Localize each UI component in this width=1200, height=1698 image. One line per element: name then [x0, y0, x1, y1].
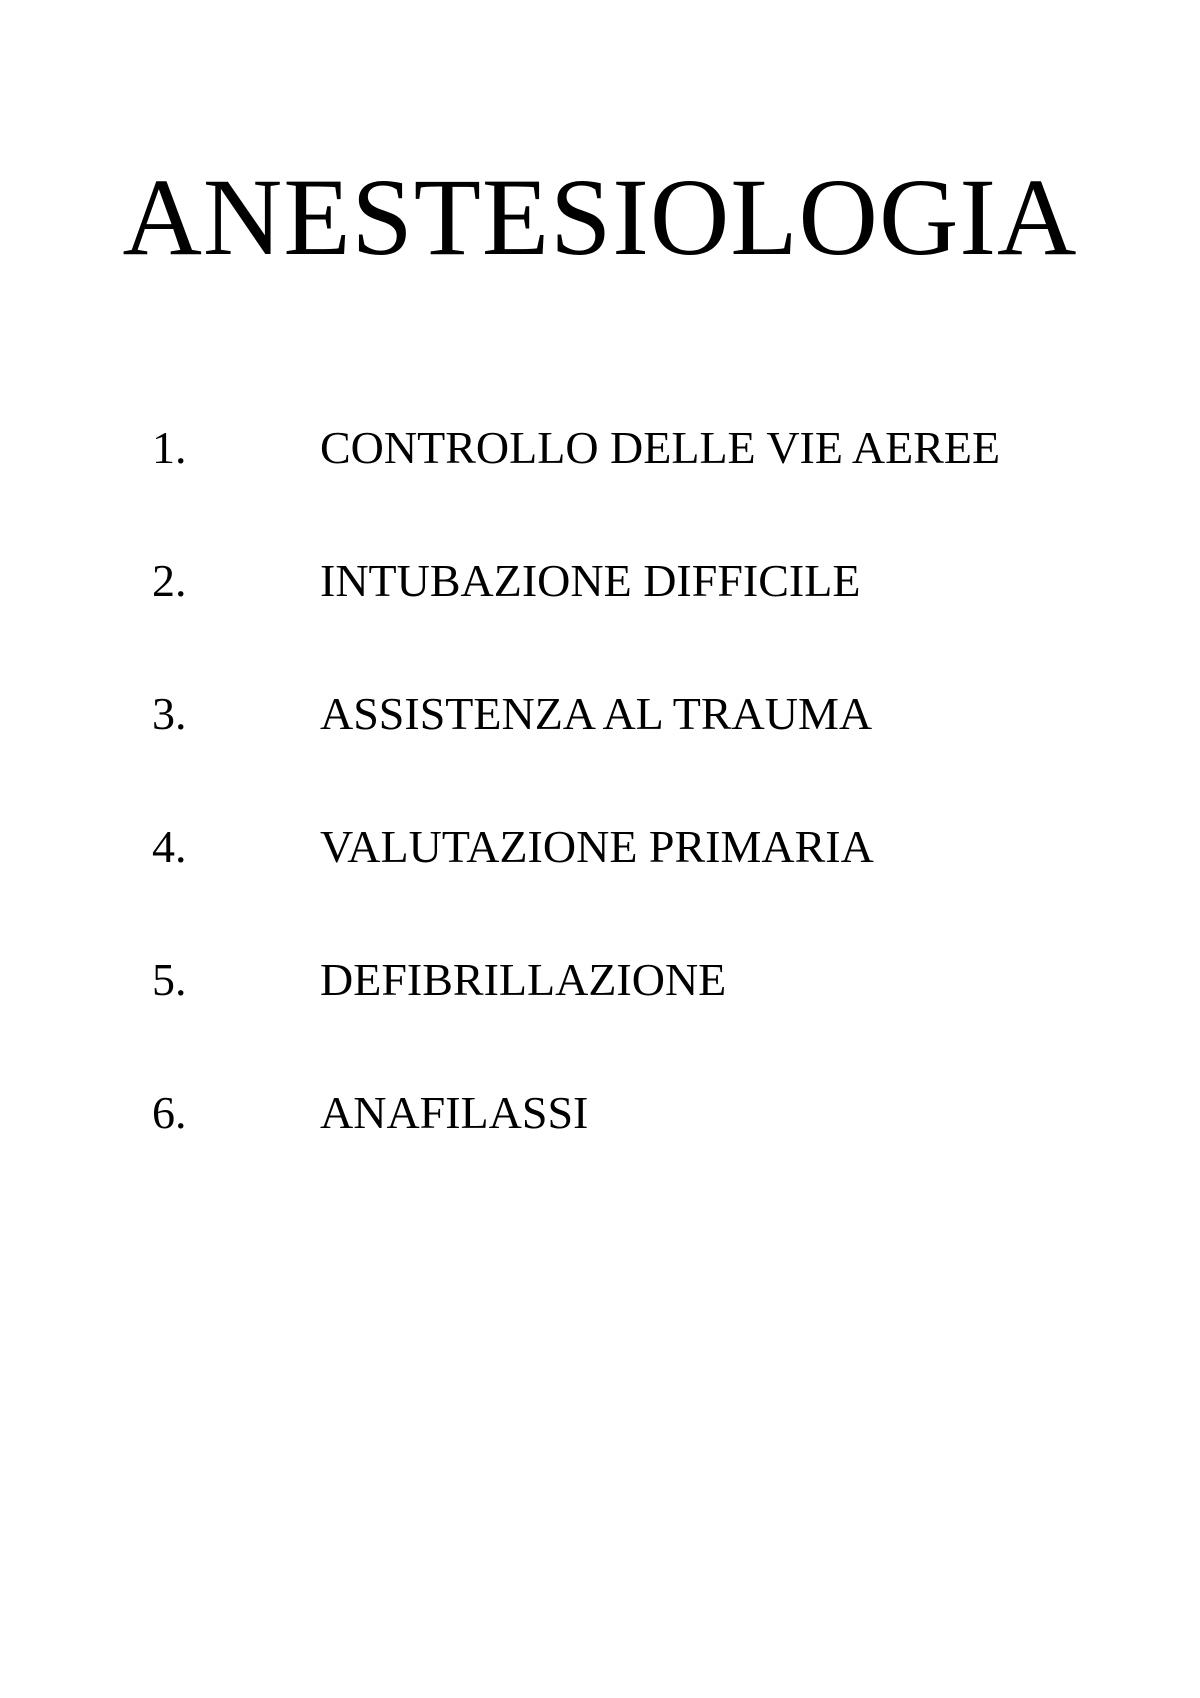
list-item: [0, 821, 1200, 957]
topic-list: [0, 422, 1200, 1223]
list-item: [0, 688, 1200, 824]
list-item-label: VALUTAZIONE PRIMARIA: [320, 821, 874, 872]
list-item: [0, 422, 1200, 558]
list-item-number: 3.: [152, 688, 187, 739]
list-item-number: 4.: [152, 821, 187, 872]
list-item-label: INTUBAZIONE DIFFICILE: [320, 555, 861, 606]
list-item-label: DEFIBRILLAZIONE: [320, 954, 727, 1005]
list-item-number: 1.: [152, 422, 187, 473]
list-item-number: 2.: [152, 555, 187, 606]
list-item: [0, 555, 1200, 691]
list-item-label: ASSISTENZA AL TRAUMA: [320, 688, 873, 739]
list-item: [0, 1087, 1200, 1223]
list-item-number: 6.: [152, 1087, 187, 1138]
list-item-number: 5.: [152, 954, 187, 1005]
page-title: ANESTESIOLOGIA: [122, 156, 1078, 278]
list-item: [0, 954, 1200, 1090]
list-item-label: CONTROLLO DELLE VIE AEREE: [320, 422, 1001, 473]
list-item-label: ANAFILASSI: [320, 1087, 589, 1138]
